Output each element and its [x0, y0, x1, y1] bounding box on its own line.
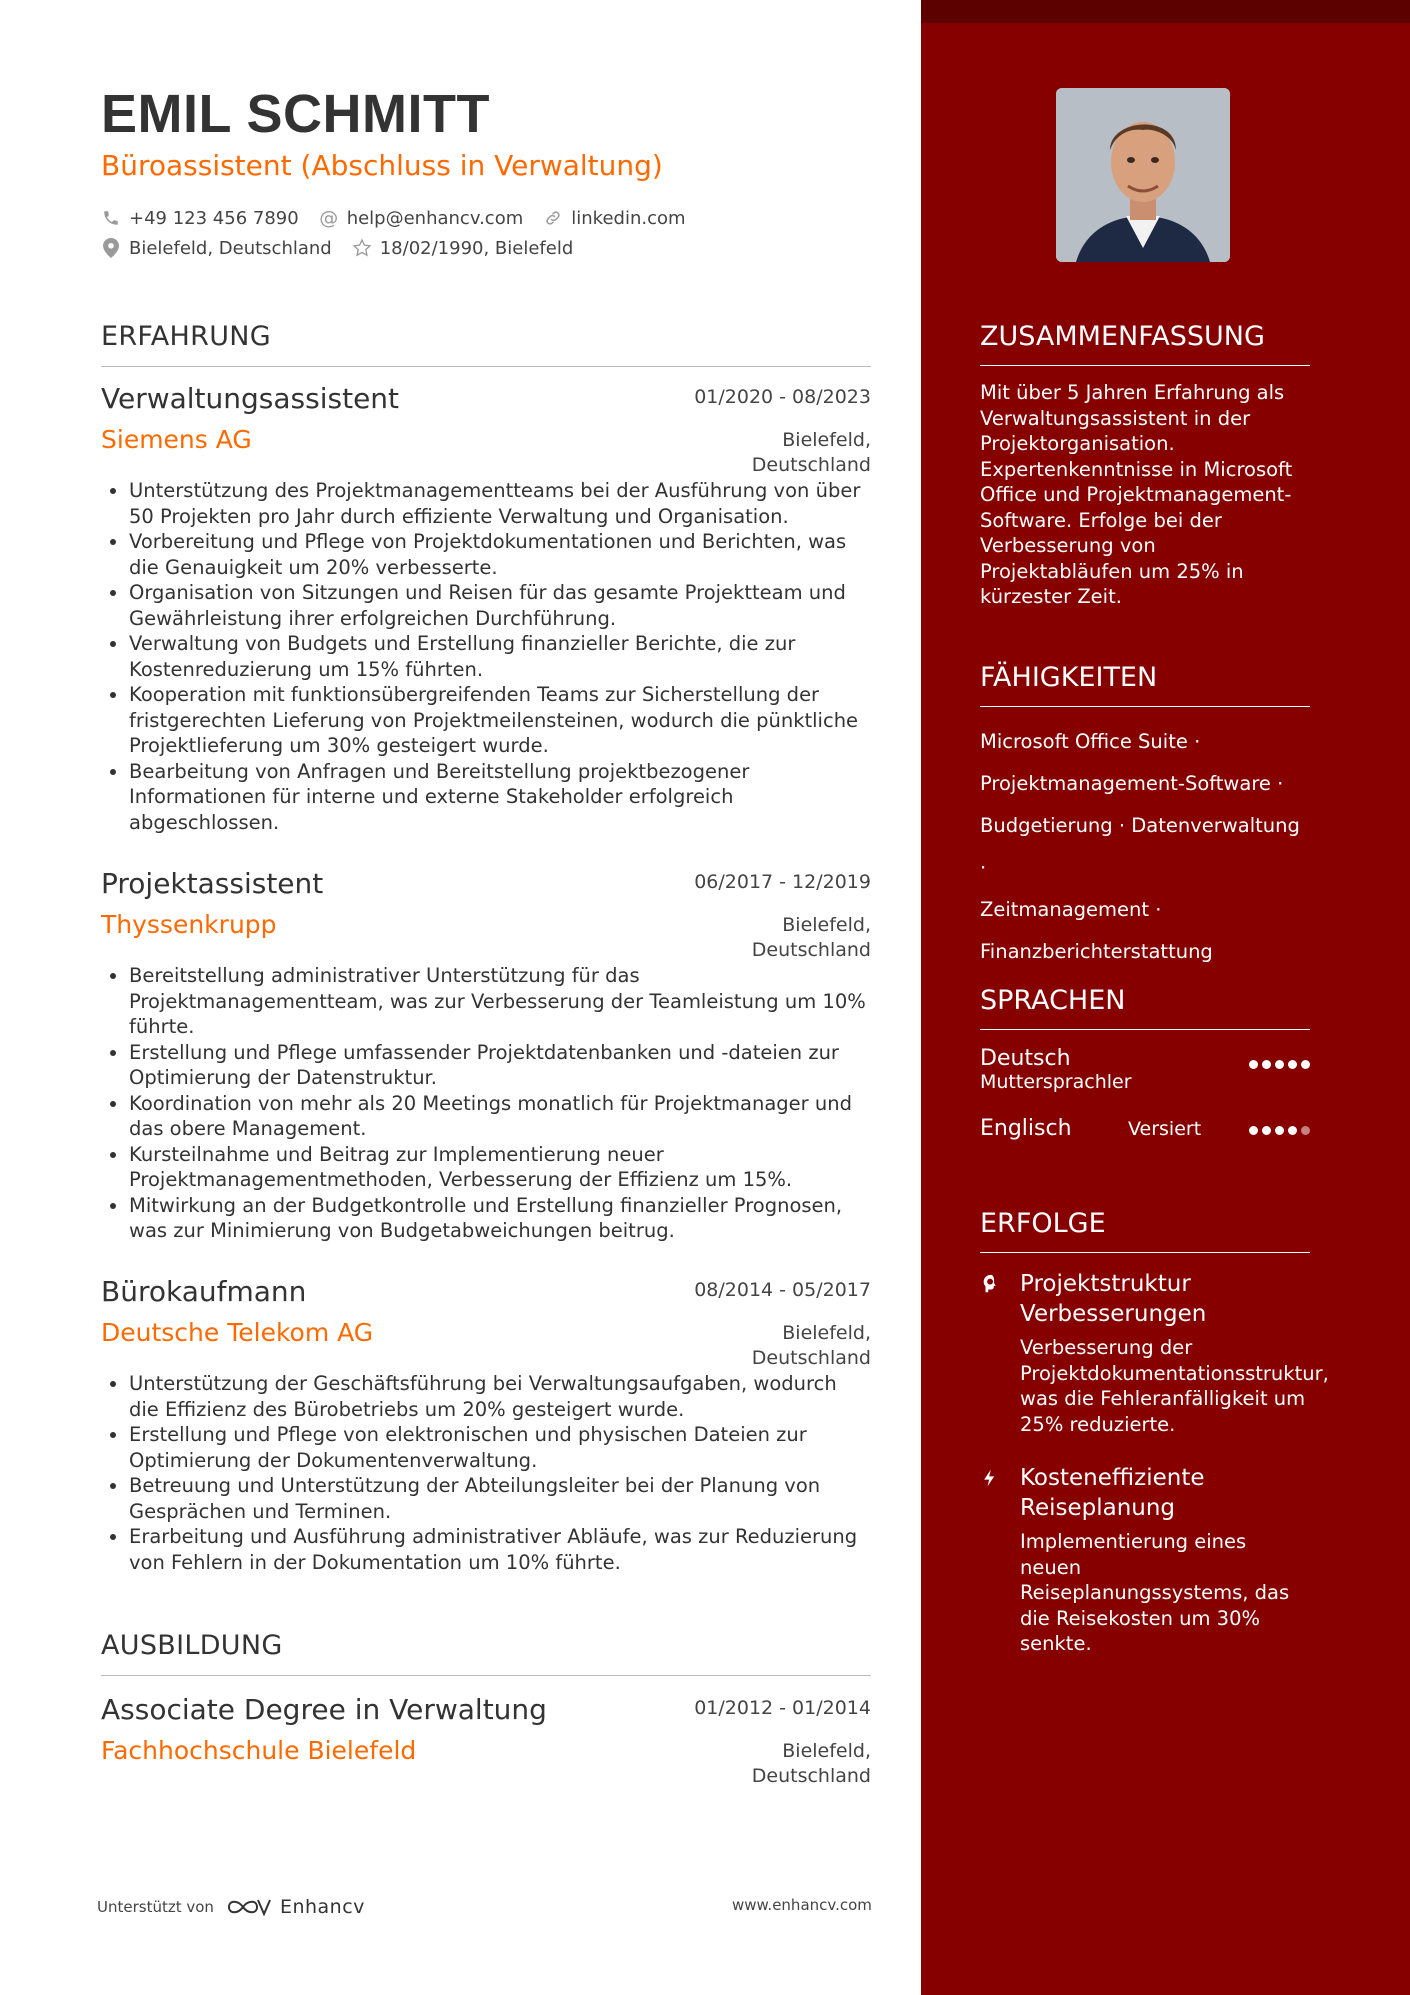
job-location-city: Bielefeld,: [782, 1322, 871, 1344]
language-row: [980, 1116, 1310, 1156]
skill-item: Zeitmanagement: [980, 898, 1150, 921]
language-rating: [1249, 1126, 1310, 1135]
job-location-country: Deutschland: [751, 454, 871, 476]
bullet: • Verwaltung von Budgets und Erstellung finanzieller Berichte, die zur Kostenreduzierung um 15% führten.: [129, 631, 871, 682]
education-entry: [101, 1693, 871, 1787]
sidebar-top-bar: [921, 0, 1410, 23]
education-location-country: Deutschland: [751, 1765, 871, 1787]
experience-entry-1: [101, 382, 871, 835]
job-company: Deutsche Telekom AG: [101, 1318, 374, 1347]
job-dates: 08/2014 - 05/2017: [694, 1279, 871, 1301]
education-location-city: Bielefeld,: [782, 1740, 871, 1762]
skill-separator: ·: [1194, 730, 1201, 753]
email-text[interactable]: help@enhancv.com: [346, 207, 524, 229]
contact-info: [101, 203, 706, 263]
person-headline: Büroassistent (Abschluss in Verwaltung): [101, 149, 663, 182]
bullet: • Unterstützung des Projektmanagementteams bei der Ausführung von über 50 Projekten pro Jahr durch effiziente Verwaltung und Organisation.: [129, 478, 871, 529]
languages-section: [980, 984, 1310, 1156]
summary-section: [980, 320, 1310, 610]
job-bullets: [101, 1371, 871, 1575]
job-bullets: [101, 478, 871, 835]
skill-item: Datenverwaltung: [1131, 814, 1300, 837]
achievement-title: Projektstruktur Verbesserungen: [1020, 1271, 1207, 1327]
rating-dot: [1288, 1060, 1297, 1069]
link-icon: [543, 208, 563, 228]
achievements-section: [980, 1207, 1329, 1657]
lightning-icon: [980, 1467, 1004, 1491]
education-section: [101, 1629, 871, 1676]
skill-item: Finanzberichterstattung: [980, 940, 1213, 963]
skill-separator: ·: [1155, 898, 1162, 921]
skill-separator: ·: [1277, 772, 1284, 795]
footer-url[interactable]: www.enhancv.com: [732, 1896, 872, 1914]
education-school: Fachhochschule Bielefeld: [101, 1736, 417, 1765]
bullet: • Kooperation mit funktionsübergreifenden Teams zur Sicherstellung der fristgerechten Lieferung von Projektmeilensteinen, wodurch die pünktliche Projektlieferung um 30% gesteigert wurde.: [129, 682, 871, 759]
bullet: • Betreuung und Unterstützung der Abteilungsleiter bei der Planung von Gesprächen und Terminen.: [129, 1473, 871, 1524]
languages-title: SPRACHEN: [980, 984, 1310, 1030]
skills-list: [980, 721, 1310, 973]
language-name: Deutsch: [980, 1046, 1071, 1071]
skill-item: Microsoft Office Suite: [980, 730, 1188, 753]
rating-dot: [1249, 1060, 1258, 1069]
rating-dot: [1301, 1126, 1310, 1135]
experience-title: ERFAHRUNG: [101, 320, 871, 367]
phone-icon: [101, 208, 121, 228]
bullet: • Vorbereitung und Pflege von Projektdokumentationen und Berichten, was die Genauigkeit um 20% verbesserte.: [129, 529, 871, 580]
footer-brand: Enhancv: [279, 1896, 365, 1918]
job-location: [752, 1321, 871, 1371]
skill-separator: ·: [980, 856, 987, 879]
job-bullets: [101, 963, 871, 1244]
rating-dot: [1249, 1126, 1258, 1135]
link-text[interactable]: linkedin.com: [571, 207, 686, 229]
at-icon: @: [319, 207, 339, 229]
job-location-country: Deutschland: [751, 939, 871, 961]
bullet: • Bearbeitung von Anfragen und Bereitstellung projektbezogener Informationen für interne und externe Stakeholder erfolgreich abgeschlossen.: [129, 759, 871, 836]
location-pin-icon: [101, 238, 121, 258]
phone-text: +49 123 456 7890: [129, 207, 299, 229]
experience-entry-3: [101, 1275, 871, 1575]
job-role: Projektassistent: [101, 867, 324, 900]
bullet: • Kursteilnahme und Beitrag zur Implementierung neuer Projektmanagementmethoden, Verbesserung der Effizienz um 15%.: [129, 1142, 871, 1193]
experience-entry-2: [101, 867, 871, 1244]
language-rating: [1249, 1060, 1310, 1069]
rating-dot: [1301, 1060, 1310, 1069]
rating-dot: [1262, 1126, 1271, 1135]
achievement-item: [980, 1269, 1329, 1437]
summary-title: ZUSAMMENFASSUNG: [980, 320, 1310, 366]
bullet: • Unterstützung der Geschäftsführung bei Verwaltungsaufgaben, wodurch die Effizienz des Bürobetriebs um 20% gesteigert wurde.: [129, 1371, 871, 1422]
birth-text: 18/02/1990, Bielefeld: [379, 237, 574, 259]
rating-dot: [1275, 1126, 1284, 1135]
experience-section: [101, 320, 871, 367]
job-location: [752, 428, 871, 478]
job-role: Bürokaufmann: [101, 1275, 307, 1308]
education-location: [752, 1739, 871, 1789]
rating-dot: [1288, 1126, 1297, 1135]
job-dates: 01/2020 - 08/2023: [694, 386, 871, 408]
location-item: [101, 238, 332, 259]
language-level: Versiert: [1128, 1118, 1202, 1140]
footer-powered-by: [97, 1896, 365, 1918]
enhancv-logo-icon: [226, 1896, 272, 1918]
language-row: [980, 1046, 1310, 1116]
bullet: • Erstellung und Pflege umfassender Projektdatenbanken und -dateien zur Optimierung der Datenstruktur.: [129, 1040, 871, 1091]
bullet: • Koordination von mehr als 20 Meetings monatlich für Projektmanager und das obere Management.: [129, 1091, 871, 1142]
star-icon: [352, 238, 372, 258]
bullet: • Erstellung und Pflege von elektronischen und physischen Dateien zur Optimierung der Dokumentenverwaltung.: [129, 1422, 871, 1473]
skills-title: FÄHIGKEITEN: [980, 661, 1310, 707]
education-degree: Associate Degree in Verwaltung: [101, 1693, 547, 1726]
education-title: AUSBILDUNG: [101, 1629, 871, 1676]
achievement-desc: Implementierung eines neuen Reiseplanungssystems, das die Reisekosten um 30% senkte.: [1020, 1530, 1290, 1655]
bullet: • Erarbeitung und Ausführung administrativer Abläufe, was zur Reduzierung von Fehlern in der Dokumentation um 10% führte.: [129, 1524, 871, 1575]
brain-icon: [980, 1273, 1004, 1297]
bullet: • Bereitstellung administrativer Unterstützung für das Projektmanagementteam, was zur Verbesserung der Teamleistung um 10% führte.: [129, 963, 871, 1040]
language-level: Muttersprachler: [980, 1071, 1132, 1093]
skill-item: Projektmanagement-Software: [980, 772, 1271, 795]
job-role: Verwaltungsassistent: [101, 382, 400, 415]
achievements-title: ERFOLGE: [980, 1207, 1310, 1253]
skill-separator: ·: [1118, 814, 1126, 837]
birth-item: [352, 238, 574, 259]
rating-dot: [1275, 1060, 1284, 1069]
achievement-item: [980, 1463, 1310, 1657]
job-dates: 06/2017 - 12/2019: [694, 871, 871, 893]
rating-dot: [1262, 1060, 1271, 1069]
profile-photo: [1056, 88, 1230, 262]
job-location-city: Bielefeld,: [782, 429, 871, 451]
bullet: • Organisation von Sitzungen und Reisen für das gesamte Projektteam und Gewährleistung ihrer erfolgreichen Durchführung.: [129, 580, 871, 631]
email-item[interactable]: [319, 208, 524, 229]
phone-item: [101, 208, 299, 229]
job-location-city: Bielefeld,: [782, 914, 871, 936]
job-location-country: Deutschland: [751, 1347, 871, 1369]
achievement-title: Kosteneffiziente Reiseplanung: [1020, 1465, 1205, 1521]
job-company: Thyssenkrupp: [101, 910, 277, 939]
summary-text: Mit über 5 Jahren Erfahrung als Verwaltungsassistent in der Projektorganisation. Expertenkenntnisse in Microsoft Office und Projektmanagement-Software. Erfolge bei der Verbesserung von Projektabläufen um 25% in kürzester Zeit.: [980, 381, 1293, 608]
link-item[interactable]: [543, 208, 685, 229]
person-name: EMIL SCHMITT: [101, 84, 490, 144]
skill-item: Budgetierung: [980, 814, 1113, 837]
education-dates: 01/2012 - 01/2014: [694, 1697, 871, 1719]
achievement-desc: Verbesserung der Projektdokumentationsstruktur, was die Fehleranfälligkeit um 25% reduzierte.: [1020, 1336, 1329, 1436]
skills-section: [980, 661, 1310, 973]
language-name: Englisch: [980, 1116, 1072, 1141]
job-company: Siemens AG: [101, 425, 252, 454]
footer-powered-text: Unterstützt von: [97, 1898, 214, 1916]
location-text: Bielefeld, Deutschland: [129, 237, 332, 259]
job-location: [752, 913, 871, 963]
bullet: • Mitwirkung an der Budgetkontrolle und Erstellung finanzieller Prognosen, was zur Minimierung von Budgetabweichungen beitrug.: [129, 1193, 871, 1244]
